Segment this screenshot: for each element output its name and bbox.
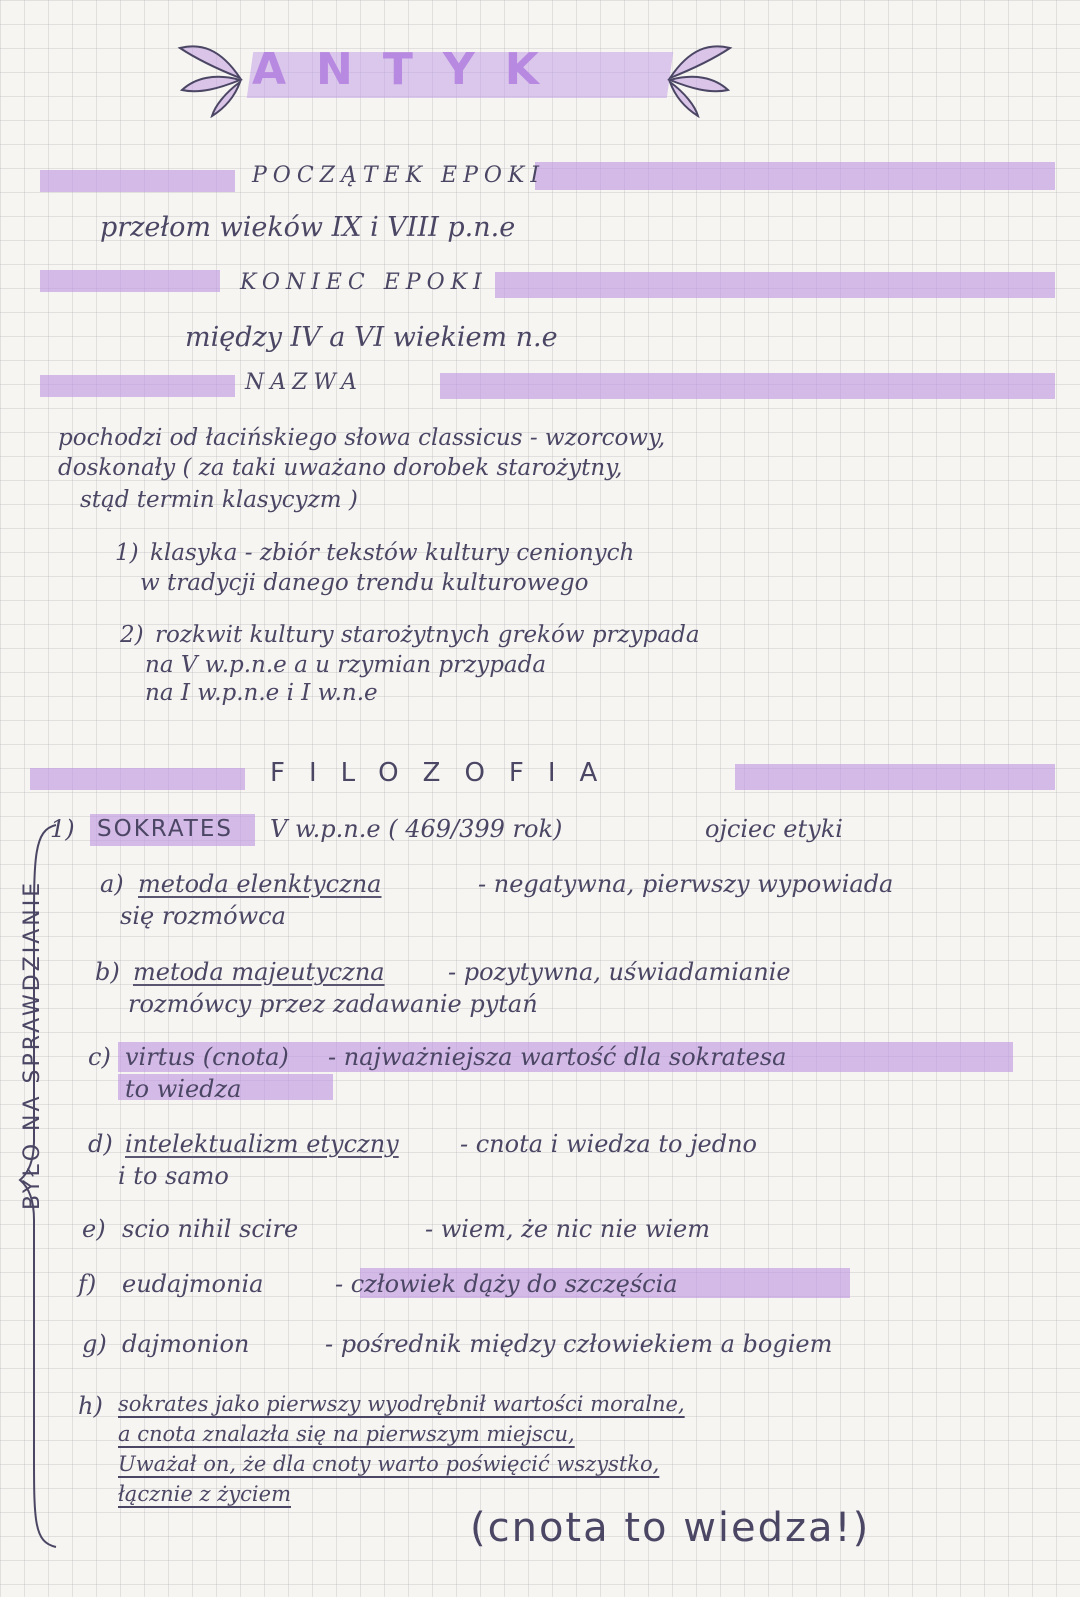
item-b-desc: - pozytywna, uświadamianie — [448, 958, 791, 986]
item-g-desc: - pośrednik między człowiekiem a bogiem — [325, 1330, 833, 1358]
name-text-line-3: stąd termin klasycyzm ) — [80, 487, 358, 513]
name-point-2-line-2: na V w.p.n.e a u rzymian przypada — [145, 652, 547, 678]
name-point-2-line-3: na I w.p.n.e i I w.n.e — [145, 680, 378, 706]
start-heading: POCZĄTEK EPOKI — [252, 163, 546, 188]
philosophy-heading-bar-left — [30, 768, 245, 790]
item-b-desc-2: rozmówcy przez zadawanie pytań — [128, 990, 538, 1018]
item-a-term: metoda elenktyczna — [138, 870, 382, 898]
name-point-1-line-2: w tradycji danego trendu kulturowego — [140, 570, 589, 596]
item-h-letter: h) — [78, 1392, 103, 1420]
philosophy-heading-bar-right — [735, 764, 1055, 790]
item-f-desc: - człowiek dąży do szczęścia — [335, 1270, 678, 1298]
item-c-desc: - najważniejsza wartość dla sokratesa — [328, 1043, 787, 1071]
start-heading-bar-right — [535, 162, 1055, 190]
end-heading-bar-left — [40, 270, 220, 292]
item-e-term: scio nihil scire — [122, 1215, 299, 1243]
end-text: między IV a VI wiekiem n.e — [185, 322, 558, 353]
item-a-letter: a) — [100, 870, 124, 898]
name-point-2-line-1: rozkwit kultury starożytnych greków przypada — [155, 622, 700, 648]
item-g-letter: g) — [82, 1330, 107, 1358]
item-e-desc: - wiem, że nic nie wiem — [425, 1215, 710, 1243]
name-heading-bar-left — [40, 375, 235, 397]
sokrates-epithet: ojciec etyki — [705, 815, 843, 843]
item-b-term: metoda majeutyczna — [133, 958, 385, 986]
item-a-desc: - negatywna, pierwszy wypowiada — [478, 870, 894, 898]
end-heading: KONIEC EPOKI — [240, 270, 488, 295]
name-point-1-line-1: klasyka - zbiór tekstów kultury cenionych — [150, 540, 635, 566]
item-h-note: (cnota to wiedza!) — [470, 1505, 871, 1551]
name-point-1-num: 1) — [115, 540, 139, 566]
item-d-term: intelektualizm etyczny — [125, 1130, 399, 1158]
name-text-line-2: doskonały ( za taki uważano dorobek starożytny, — [58, 455, 623, 481]
name-heading: NAZWA — [245, 370, 363, 395]
item-d-desc: - cnota i wiedza to jedno — [460, 1130, 757, 1158]
name-text-line-1: pochodzi od łacińskiego słowa classicus - wzorcowy, — [58, 425, 666, 451]
item-d-letter: d) — [88, 1130, 113, 1158]
left-leaf-ornament — [170, 28, 250, 122]
item-h-line-2: a cnota znalazła się na pierwszym miejscu, — [118, 1422, 575, 1446]
item-h-line-3: Uważał on, że dla cnoty warto poświęcić wszystko, — [118, 1452, 660, 1476]
item-c-desc-2: to wiedza — [125, 1075, 242, 1103]
item-g-term: dajmonion — [122, 1330, 250, 1358]
item-b-letter: b) — [95, 958, 120, 986]
item-h-line-1: sokrates jako pierwszy wyodrębnił wartości moralne, — [118, 1392, 685, 1416]
item-c-letter: c) — [88, 1043, 111, 1071]
sokrates-num: 1) — [50, 815, 75, 843]
item-d-desc-2: i to samo — [118, 1162, 229, 1190]
page-title: ANTYK — [252, 44, 569, 95]
item-a-desc-2: się rozmówca — [120, 902, 286, 930]
start-heading-bar-left — [40, 170, 235, 192]
name-point-2-num: 2) — [120, 622, 144, 648]
philosophy-heading: FILOZOFIA — [270, 758, 622, 788]
item-e-letter: e) — [82, 1215, 106, 1243]
item-f-term: eudajmonia — [122, 1270, 264, 1298]
start-text: przełom wieków IX i VIII p.n.e — [100, 212, 516, 243]
exam-label: BYŁO NA SPRAWDZIANIE — [20, 879, 45, 1210]
end-heading-bar-right — [495, 272, 1055, 298]
item-h-line-4: łącznie z życiem — [118, 1482, 291, 1506]
item-c-term: virtus (cnota) — [125, 1043, 289, 1071]
name-heading-bar-right — [440, 373, 1055, 399]
sokrates-name: SOKRATES — [97, 816, 233, 842]
sokrates-dates: V w.p.n.e ( 469/399 rok) — [270, 815, 563, 843]
right-leaf-ornament — [660, 28, 740, 122]
item-f-letter: f) — [78, 1270, 97, 1298]
